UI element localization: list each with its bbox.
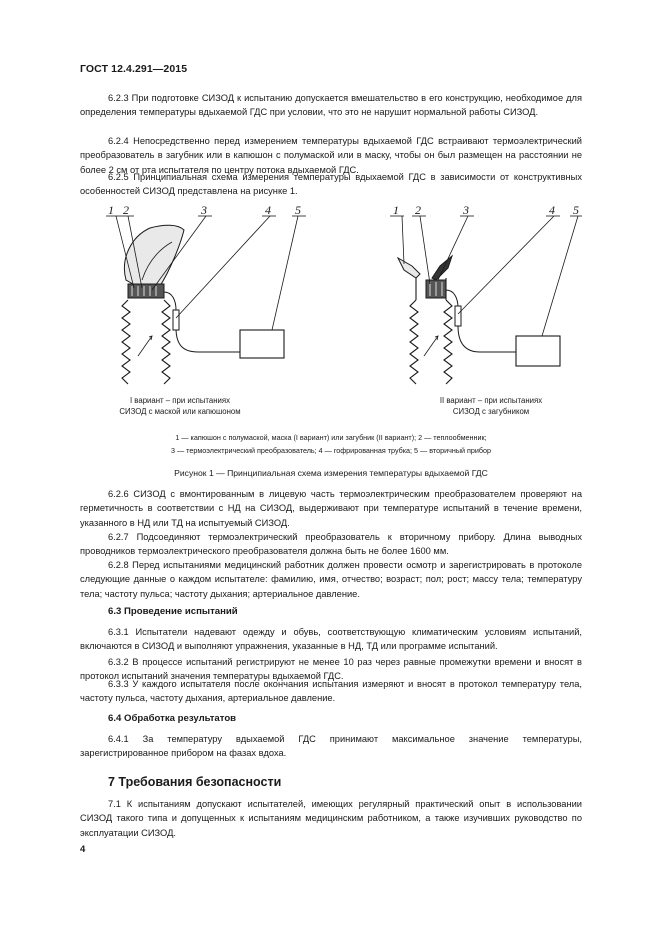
figure-legend [80, 431, 582, 457]
mouthpiece-shape [398, 258, 420, 278]
legend-line-1: 1 — капюшон с полумаской, маска (I вариант) или загубник (II вариант); 2 — теплообменник; [175, 433, 487, 442]
secondary-instrument [240, 330, 284, 358]
left-label-1: 1 [108, 206, 114, 217]
caption-variant-1-line1: I вариант – при испытаниях [129, 396, 231, 405]
caption-variant-1-line2: СИЗОД с маской или капюшоном [119, 406, 241, 416]
thermocouple-sensor-2 [455, 306, 461, 326]
paragraph-6-2-6: 6.2.6 СИЗОД с вмонтированным в лицевую часть термоэлектрическим преобразователем проверяют на герметичность в соответствии с НД на СИЗОД, выдерживают при температуре испытаний в течение времени, указанного в НД или ТД на испытуемый СИЗОД. [80, 489, 582, 528]
variant-2-schematic [390, 216, 582, 384]
left-label-5: 5 [295, 206, 301, 217]
secondary-instrument-2 [516, 336, 560, 366]
paragraph-6-2-5: 6.2.5 Принципиальная схема измерения температуры вдыхаемой ГДС в зависимости от конструктивных особенностей СИЗОД представлена на рисунке 1. [80, 172, 582, 197]
left-label-3: 3 [201, 206, 207, 217]
caption-variant-2-line2: СИЗОД с загубником [452, 406, 530, 416]
paragraph-7-1: 7.1 К испытаниям допускают испытателей, имеющих регулярный практический опыт в использовании СИЗОД такого типа и допущенных к испытаниям медицинским работником, а также изучивших руководство по эксплуатации СИЗОД. [80, 799, 582, 838]
paragraph-6-3-3: 6.3.3 У каждого испытателя после окончания испытания измеряют и вносят в протокол температуру тела, частоту пульса, частоту дыхания, артериальное давление. [80, 679, 582, 704]
document-header: ГОСТ 12.4.291—2015 [80, 63, 188, 75]
right-label-5: 5 [573, 206, 579, 217]
legend-line-2: 3 — термоэлектрический преобразователь; 4 — гофрированная трубка; 5 — вторичный прибор [170, 446, 492, 455]
page-number: 4 [80, 844, 86, 855]
paragraph-6-3-1: 6.3.1 Испытатели надевают одежду и обувь, соответствующую климатическим условиям испытаний, включаются в СИЗОД и выполняют упражнения, указанные в НД, ТД или программе испытаний. [80, 627, 582, 652]
caption-variant-2-line1: II вариант – при испытаниях [439, 396, 543, 405]
paragraph-6-3-2: 6.3.2 В процессе испытаний регистрируют не менее 10 раз через равные промежутки времени и вносят в протокол испытаний значения температуры вдыхаемой ГДС. [80, 657, 582, 682]
right-label-4: 4 [549, 206, 555, 217]
chapter-7-heading: 7 Требования безопасности [108, 775, 282, 789]
paragraph-6-2-7: 6.2.7 Подсоединяют термоэлектрический преобразователь к вторичному прибору. Длина выводных проводников термоэлектрического преобразователя должна быть не более 1600 мм. [80, 532, 582, 557]
section-6-3-heading: 6.3 Проведение испытаний [108, 606, 238, 617]
hood-mask-shape [124, 225, 184, 286]
paragraph-6-2-3: 6.2.3 При подготовке СИЗОД к испытанию допускается вмешательство в его конструкцию, необходимое для определения температуры вдыхаемой ГДС при условии, что это не нарушит нормальной работы СИЗОД. [80, 93, 582, 118]
caption-variant-2 [408, 396, 574, 417]
left-label-4: 4 [265, 206, 271, 217]
figure-title: Рисунок 1 — Принципиальная схема измерения температуры вдыхаемой ГДС [174, 468, 488, 478]
caption-variant-1 [100, 396, 260, 417]
right-label-1: 1 [393, 206, 399, 217]
corrugated-tube-2 [410, 300, 452, 384]
corrugated-tube [122, 300, 170, 384]
right-label-2: 2 [415, 206, 421, 217]
paragraph-6-2-4: 6.2.4 Непосредственно перед измерением температуры вдыхаемой ГДС встраивают термоэлектрический преобразователь в загубник или в капюшон с полумаской или в маску, чтобы он был размещен на расстоянии не более 2 см от рта испытателя по центру потока вдыхаемой ГДС. [80, 136, 582, 175]
paragraph-6-2-8: 6.2.8 Перед испытаниями медицинский работник должен провести осмотр и зарегистрировать в протоколе следующие данные о каждом испытателе: фамилию, имя, отчество; возраст; пол; рост; массу тела; температуру тела; частоту пульса; частоту дыхания; артериальное давление. [80, 560, 582, 599]
paragraph-6-4-1: 6.4.1 За температуру вдыхаемой ГДС принимают максимальное значение температуры, зарегистрированное прибором на фазах вдоха. [80, 734, 582, 759]
variant-1-schematic [106, 216, 306, 384]
thermocouple-sensor [173, 310, 179, 330]
section-6-4-heading: 6.4 Обработка результатов [108, 713, 237, 724]
figure-1-diagram [80, 206, 582, 456]
left-label-2: 2 [123, 206, 129, 217]
right-label-3: 3 [463, 206, 469, 217]
